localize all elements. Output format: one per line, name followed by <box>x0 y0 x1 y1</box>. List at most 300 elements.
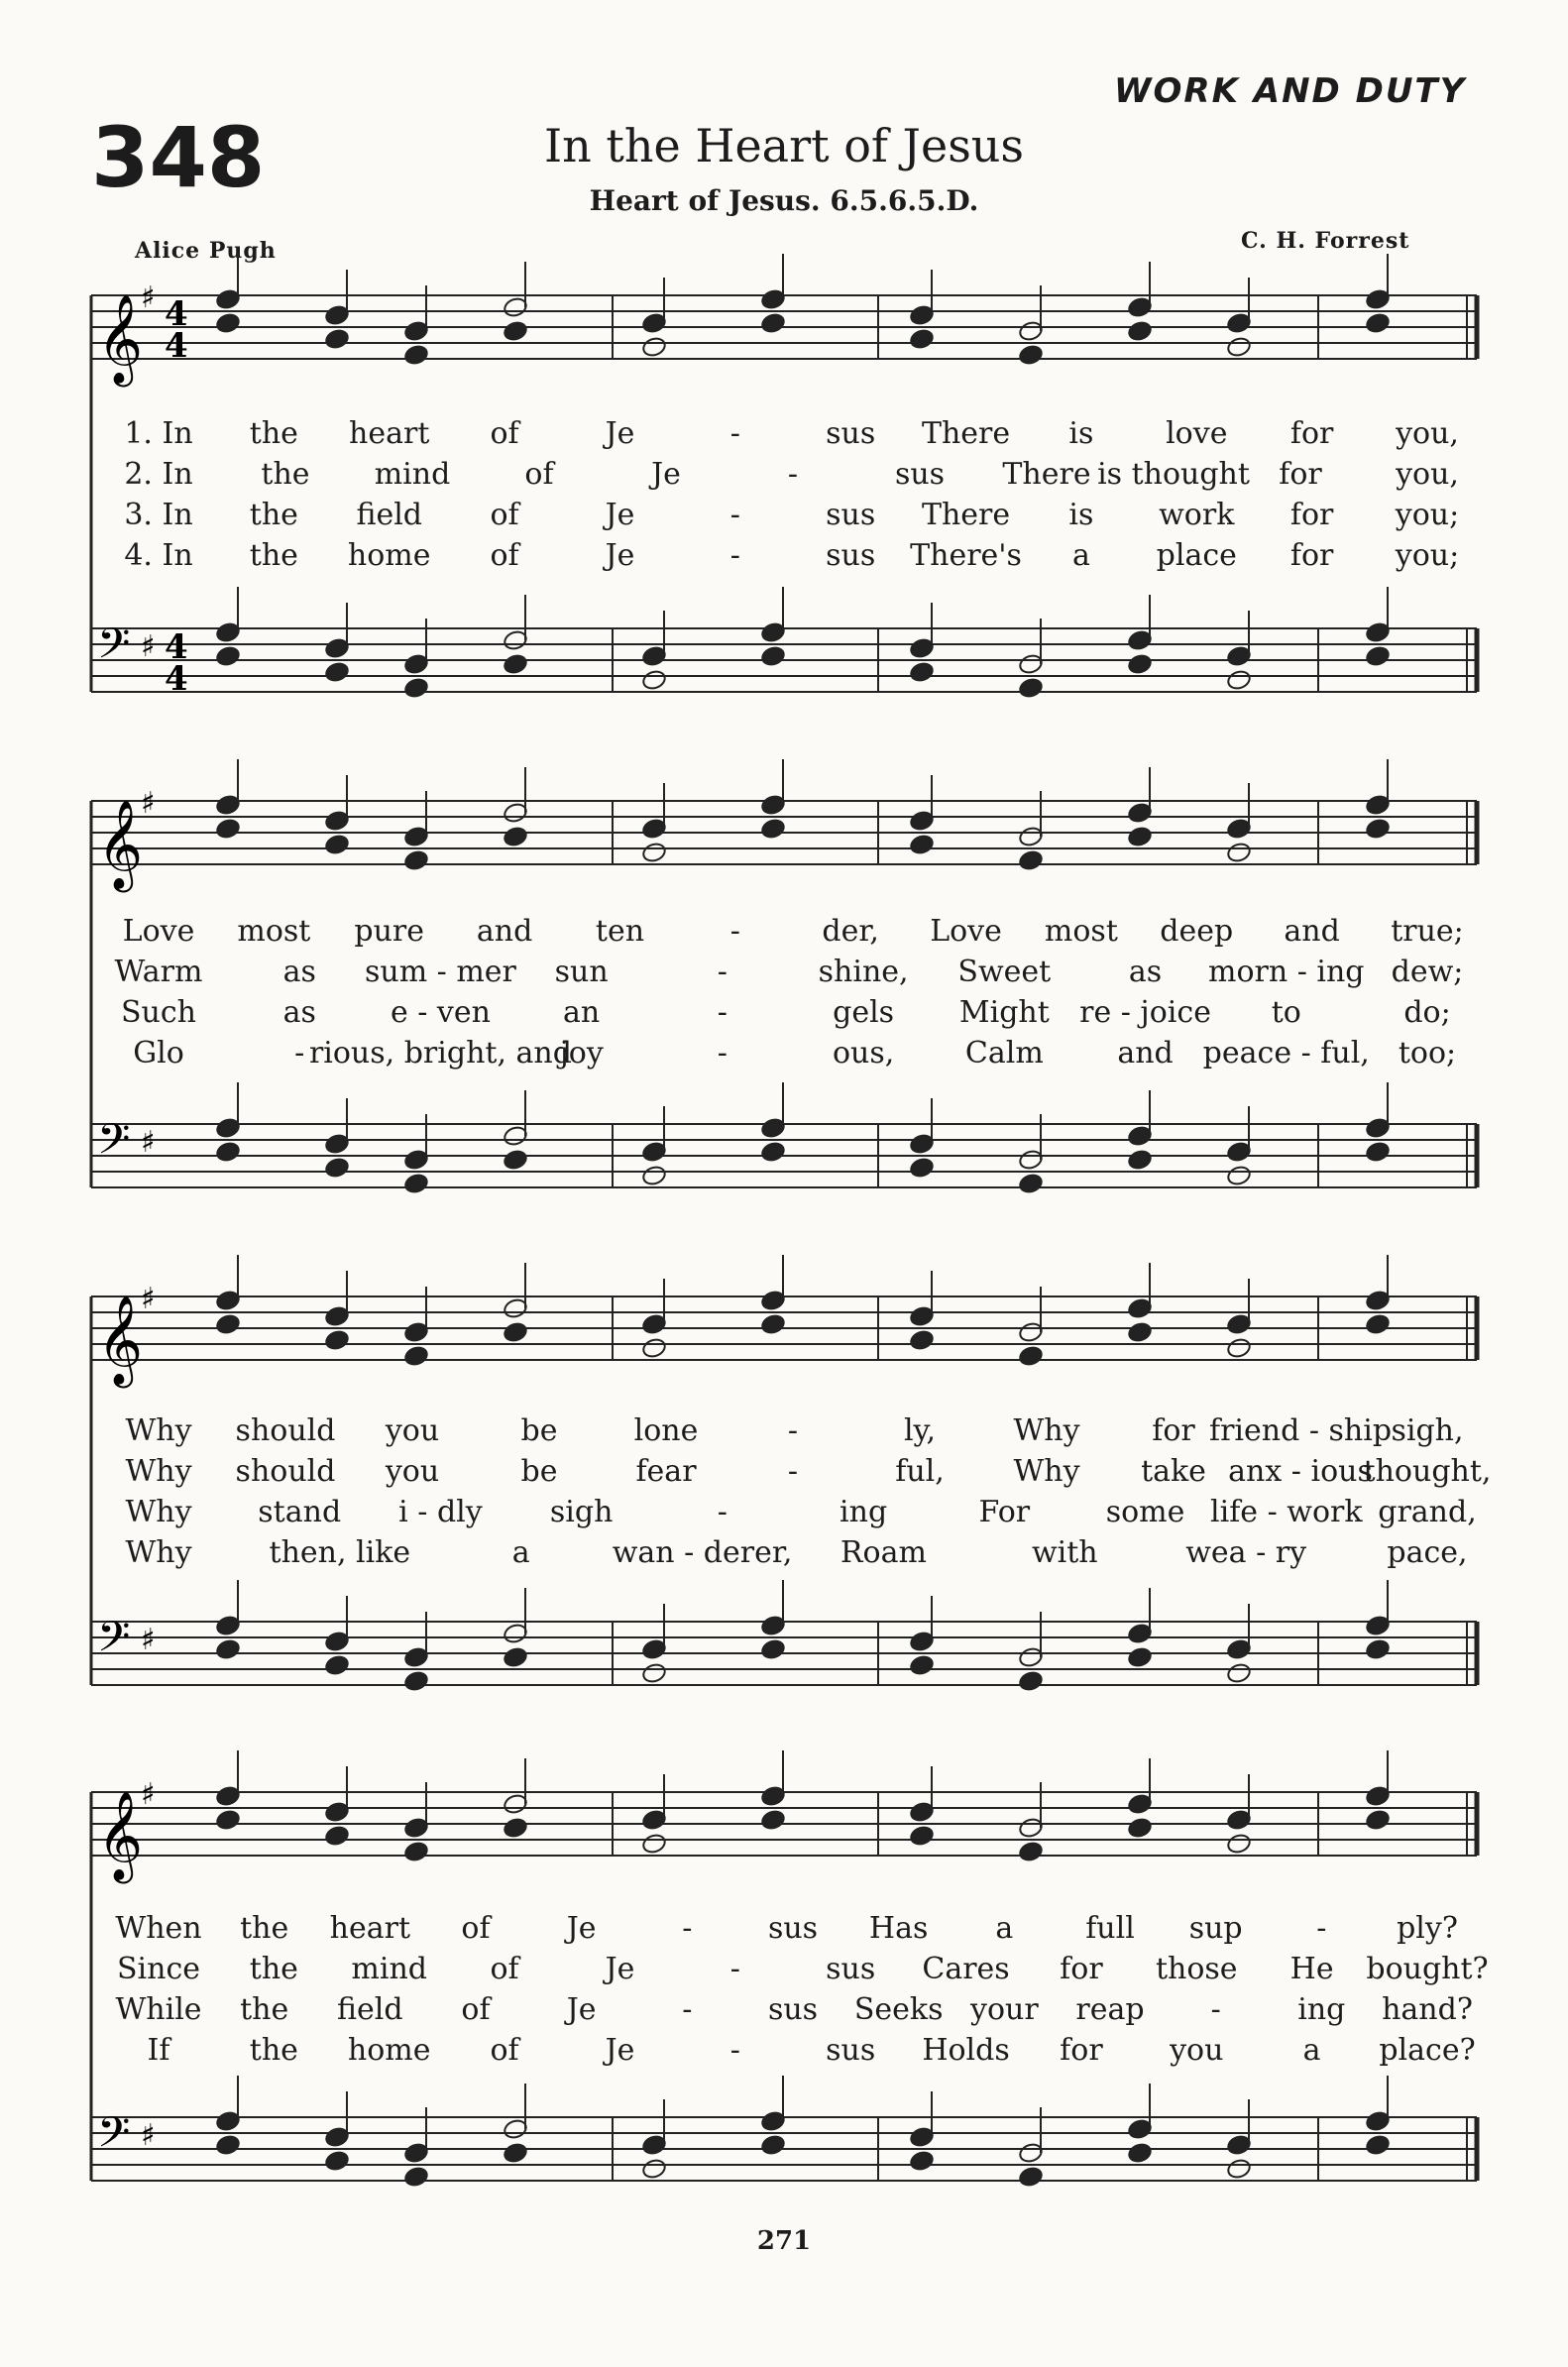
treble-clef-icon: 𝄞 <box>97 1296 144 1385</box>
sharp-icon: ♯ <box>141 1623 156 1657</box>
treble-clef-icon: 𝄞 <box>97 1791 144 1880</box>
lyric-syllable: Je <box>651 457 681 492</box>
lyric-syllable: an <box>563 995 601 1030</box>
lyric-syllable: the <box>249 416 298 451</box>
lyric-syllable: Has <box>868 1911 929 1946</box>
lyric-syllable: a <box>1071 538 1090 573</box>
lyric-syllable: Je <box>605 1952 635 1986</box>
lyric-syllable: ply? <box>1397 1911 1458 1946</box>
lyric-syllable: for <box>1152 1413 1195 1448</box>
note-head-icon <box>1226 1337 1252 1360</box>
sharp-icon: ♯ <box>141 629 156 664</box>
lyric-syllable: Holds <box>922 2033 1010 2068</box>
note-head-icon <box>1018 2166 1044 2189</box>
sharp-icon: ♯ <box>141 1282 156 1316</box>
note-head-icon <box>1127 1149 1153 1172</box>
lyric-syllable: e - ven <box>390 995 491 1030</box>
lyric-syllable: sus <box>767 1992 819 2027</box>
lyric-syllable: sus <box>826 538 876 573</box>
lyric-syllable: gels <box>833 995 895 1030</box>
note-head-icon <box>215 2134 241 2157</box>
note-head-icon <box>641 1662 667 1685</box>
lyric-line <box>0 498 1568 537</box>
treble-staff <box>0 771 1568 890</box>
lyric-syllable: be <box>520 1413 558 1448</box>
note-head-icon <box>403 849 429 872</box>
note-head-icon <box>1018 677 1044 700</box>
lyric-syllable: life - work <box>1210 1495 1363 1529</box>
note-head-icon <box>1018 1670 1044 1693</box>
lyric-syllable: be <box>520 1454 558 1489</box>
treble-staff <box>0 266 1568 385</box>
lyric-syllable: Je <box>605 538 635 573</box>
lyric-syllable: Glo <box>133 1036 184 1071</box>
lyric-syllable: heart <box>349 416 430 451</box>
lyric-syllable: you; <box>1395 538 1460 573</box>
lyric-syllable: then, like <box>269 1535 411 1570</box>
hymn-title: In the Heart of Jesus <box>543 119 1025 172</box>
lyric-syllable: and <box>1117 1036 1174 1071</box>
lyric-syllable: 3. In <box>124 498 193 532</box>
lyric-syllable: While <box>115 1992 202 2027</box>
lyric-syllable: home <box>347 538 431 573</box>
lyric-syllable: is thought <box>1097 457 1250 492</box>
lyric-syllable: too; <box>1398 1036 1457 1071</box>
lyric-syllable: - <box>717 995 728 1030</box>
note-head-icon <box>909 1825 935 1848</box>
bass-clef-icon: 𝄢 <box>97 620 131 679</box>
note-head-icon <box>641 669 667 692</box>
note-head-icon <box>215 1141 241 1164</box>
lyric-syllable: - <box>1316 1911 1327 1946</box>
lyric-syllable: for <box>1279 457 1322 492</box>
lyric-syllable: of <box>490 498 519 532</box>
lyric-syllable: There's <box>910 538 1022 573</box>
lyric-syllable: - <box>787 457 799 492</box>
lyric-syllable: of <box>490 416 519 451</box>
lyric-syllable: - <box>717 1036 728 1071</box>
lyric-syllable: - <box>787 1413 799 1448</box>
lyric-syllable: - <box>729 498 740 532</box>
note-head-icon <box>1018 344 1044 367</box>
note-head-icon <box>1127 1646 1153 1669</box>
lyric-syllable: Such <box>121 995 196 1030</box>
lyric-syllable: you; <box>1395 498 1460 532</box>
lyric-line <box>0 1911 1568 1951</box>
lyric-syllable: rious, bright, and <box>308 1036 572 1071</box>
bass-clef-icon: 𝄢 <box>97 2108 131 2168</box>
note-head-icon <box>1127 320 1153 343</box>
lyric-syllable: Je <box>605 498 635 532</box>
lyric-line <box>0 538 1568 578</box>
note-head-icon <box>1365 1809 1391 1832</box>
lyric-syllable: the <box>240 1992 289 2027</box>
hymn-number: 348 <box>91 109 266 206</box>
note-head-icon <box>760 1313 786 1336</box>
lyric-syllable: wea - ry <box>1185 1535 1307 1570</box>
note-head-icon <box>503 1817 528 1840</box>
note-head-icon <box>1018 1841 1044 1863</box>
lyric-syllable: sup <box>1188 1911 1243 1946</box>
lyric-syllable: 2. In <box>124 457 193 492</box>
note-head-icon <box>215 312 241 335</box>
lyric-syllable: of <box>524 457 554 492</box>
lyric-syllable: sun <box>554 955 609 989</box>
lyric-syllable: the <box>249 538 298 573</box>
lyric-line <box>0 995 1568 1035</box>
time-signature-icon: 4 <box>165 659 188 699</box>
note-head-icon <box>324 2150 350 2173</box>
lyric-line <box>0 457 1568 497</box>
lyric-syllable: should <box>235 1413 336 1448</box>
lyric-syllable: Love <box>930 914 1002 949</box>
bass-staff <box>0 599 1568 718</box>
time-signature-icon: 4 <box>165 294 188 334</box>
note-head-icon <box>641 336 667 359</box>
note-head-icon <box>1226 1833 1252 1856</box>
note-head-icon <box>403 677 429 700</box>
lyric-syllable: should <box>235 1454 336 1489</box>
note-head-icon <box>1365 645 1391 668</box>
lyric-syllable: pace, <box>1387 1535 1468 1570</box>
note-head-icon <box>215 1313 241 1336</box>
lyric-syllable: Since <box>116 1952 201 1986</box>
lyric-syllable: most <box>1044 914 1118 949</box>
lyric-syllable: grand, <box>1378 1495 1477 1529</box>
note-head-icon <box>641 1833 667 1856</box>
sharp-icon: ♯ <box>141 1125 156 1160</box>
note-head-icon <box>909 834 935 856</box>
note-head-icon <box>760 1809 786 1832</box>
note-head-icon <box>760 312 786 335</box>
note-head-icon <box>909 328 935 351</box>
note-head-icon <box>403 1345 429 1368</box>
lyric-syllable: is <box>1068 416 1094 451</box>
note-head-icon <box>1365 1313 1391 1336</box>
bass-staff <box>0 1592 1568 1711</box>
lyric-syllable: stand <box>258 1495 342 1529</box>
lyric-syllable: as <box>282 995 316 1030</box>
lyric-syllable: reap <box>1075 1992 1145 2027</box>
lyric-syllable: He <box>1289 1952 1334 1986</box>
lyric-syllable: Sweet <box>957 955 1052 989</box>
sharp-icon: ♯ <box>141 281 156 315</box>
lyric-syllable: peace - ful, <box>1202 1036 1370 1071</box>
note-head-icon <box>1226 1165 1252 1187</box>
note-head-icon <box>503 1646 528 1669</box>
note-head-icon <box>641 1337 667 1360</box>
lyric-syllable: der, <box>822 914 879 949</box>
bass-staff <box>0 1094 1568 1213</box>
lyric-line <box>0 1952 1568 1991</box>
lyric-line <box>0 1535 1568 1575</box>
lyric-syllable: shine, <box>818 955 909 989</box>
note-head-icon <box>324 1329 350 1352</box>
note-head-icon <box>1226 336 1252 359</box>
bass-staff <box>0 2087 1568 2206</box>
lyric-syllable: - <box>729 538 740 573</box>
note-head-icon <box>403 1841 429 1863</box>
note-head-icon <box>324 834 350 856</box>
lyric-syllable: ing <box>840 1495 888 1529</box>
lyric-syllable: Calm <box>964 1036 1044 1071</box>
lyric-syllable: Why <box>1013 1413 1080 1448</box>
note-head-icon <box>324 661 350 684</box>
lyric-syllable: ful, <box>895 1454 945 1489</box>
lyric-syllable: field <box>356 498 422 532</box>
lyric-line <box>0 1036 1568 1075</box>
lyric-syllable: fear <box>635 1454 697 1489</box>
lyric-syllable: and <box>1284 914 1340 949</box>
note-head-icon <box>324 1654 350 1677</box>
lyric-syllable: you <box>385 1413 440 1448</box>
lyric-syllable: you, <box>1396 416 1459 451</box>
lyric-line <box>0 914 1568 954</box>
note-head-icon <box>1365 818 1391 841</box>
note-head-icon <box>909 661 935 684</box>
lyric-syllable: lone <box>633 1413 699 1448</box>
treble-clef-icon: 𝄞 <box>97 800 144 889</box>
lyric-syllable: as <box>282 955 316 989</box>
lyric-syllable: - <box>717 955 728 989</box>
lyric-syllable: - <box>1210 1992 1221 2027</box>
note-head-icon <box>215 645 241 668</box>
lyric-syllable: of <box>490 538 519 573</box>
lyric-syllable: Roam <box>840 1535 927 1570</box>
lyric-syllable: sum - mer <box>364 955 516 989</box>
note-head-icon <box>403 2166 429 2189</box>
lyric-syllable: of <box>461 1911 491 1946</box>
lyric-syllable: is <box>1068 498 1094 532</box>
bass-clef-icon: 𝄢 <box>97 1613 131 1672</box>
lyric-syllable: Why <box>125 1495 192 1529</box>
lyric-syllable: Warm <box>114 955 203 989</box>
note-head-icon <box>1365 312 1391 335</box>
note-head-icon <box>1127 653 1153 676</box>
lyric-syllable: ing <box>1297 1992 1346 2027</box>
note-head-icon <box>909 1157 935 1180</box>
lyric-syllable: heart <box>329 1911 411 1946</box>
lyric-line <box>0 1454 1568 1494</box>
lyric-syllable: bought? <box>1366 1952 1489 1986</box>
note-head-icon <box>1226 2158 1252 2181</box>
lyric-syllable: a <box>511 1535 530 1570</box>
lyric-syllable: for <box>1289 538 1334 573</box>
lyric-syllable: hand? <box>1382 1992 1473 2027</box>
lyric-syllable: and <box>476 914 533 949</box>
lyric-syllable: There <box>1002 457 1091 492</box>
lyric-syllable: ten <box>595 914 645 949</box>
lyric-syllable: some <box>1105 1495 1185 1529</box>
note-head-icon <box>215 818 241 841</box>
note-head-icon <box>760 2134 786 2157</box>
note-head-icon <box>403 344 429 367</box>
lyric-syllable: - <box>787 1454 799 1489</box>
composer-credit: C. H. Forrest <box>1241 228 1410 254</box>
note-head-icon <box>324 1825 350 1848</box>
lyric-syllable: Why <box>125 1535 192 1570</box>
note-head-icon <box>641 2158 667 2181</box>
lyric-line <box>0 1992 1568 2032</box>
note-head-icon <box>503 2142 528 2165</box>
note-head-icon <box>1127 826 1153 848</box>
lyric-syllable: dew; <box>1391 955 1464 989</box>
lyric-syllable: of <box>490 2033 519 2068</box>
note-head-icon <box>1127 1817 1153 1840</box>
note-head-icon <box>1226 669 1252 692</box>
lyric-syllable: - <box>717 1495 728 1529</box>
lyric-line <box>0 1495 1568 1534</box>
lyric-syllable: sus <box>826 416 876 451</box>
lyric-syllable: field <box>337 1992 403 2027</box>
lyric-syllable: mind <box>374 457 451 492</box>
sharp-icon: ♯ <box>141 1777 156 1812</box>
lyric-syllable: sigh, <box>1391 1413 1464 1448</box>
lyric-syllable: do; <box>1403 995 1451 1030</box>
sharp-icon: ♯ <box>141 786 156 821</box>
time-signature-icon: 4 <box>165 627 188 667</box>
note-head-icon <box>1226 1662 1252 1685</box>
lyric-syllable: your <box>969 1992 1039 2027</box>
lyric-syllable: wan - derer, <box>612 1535 793 1570</box>
lyric-syllable: Je <box>566 1992 597 2027</box>
lyric-syllable: - <box>682 1992 693 2027</box>
lyric-syllable: 1. In <box>124 416 193 451</box>
lyric-syllable: of <box>461 1992 491 2027</box>
note-head-icon <box>1365 2134 1391 2157</box>
lyric-syllable: There <box>921 416 1011 451</box>
lyric-syllable: the <box>249 1952 298 1986</box>
lyric-syllable: a <box>995 1911 1014 1946</box>
lyric-line <box>0 416 1568 456</box>
lyric-syllable: ly, <box>903 1413 937 1448</box>
lyric-syllable: sus <box>894 457 946 492</box>
lyric-syllable: deep <box>1160 914 1234 949</box>
note-head-icon <box>215 1809 241 1832</box>
note-head-icon <box>215 1638 241 1661</box>
lyric-syllable: mind <box>351 1952 428 1986</box>
lyric-syllable: Seeks <box>853 1992 944 2027</box>
note-head-icon <box>909 1329 935 1352</box>
lyric-syllable: Je <box>605 416 635 451</box>
lyric-syllable: sus <box>826 2033 876 2068</box>
lyric-syllable: Why <box>125 1413 192 1448</box>
bass-clef-icon: 𝄢 <box>97 1115 131 1175</box>
lyric-syllable: the <box>261 457 310 492</box>
lyric-syllable: you <box>1170 2033 1224 2068</box>
lyric-syllable: Cares <box>922 1952 1010 1986</box>
note-head-icon <box>1018 1173 1044 1195</box>
lyric-syllable: to <box>1271 995 1301 1030</box>
lyric-syllable: home <box>347 2033 431 2068</box>
sharp-icon: ♯ <box>141 2118 156 2153</box>
note-head-icon <box>909 2150 935 2173</box>
note-head-icon <box>503 1321 528 1344</box>
lyric-syllable: ous, <box>832 1036 895 1071</box>
lyric-syllable: 4. In <box>124 538 193 573</box>
note-head-icon <box>760 1141 786 1164</box>
lyric-syllable: joy <box>559 1036 604 1071</box>
note-head-icon <box>909 1654 935 1677</box>
note-head-icon <box>1018 1345 1044 1368</box>
tune-name-meter: Heart of Jesus. 6.5.6.5.D. <box>589 184 979 217</box>
treble-clef-icon: 𝄞 <box>97 294 144 384</box>
note-head-icon <box>641 842 667 864</box>
lyric-syllable: Je <box>566 1911 597 1946</box>
lyric-syllable: a <box>1302 2033 1321 2068</box>
lyric-syllable: Might <box>958 995 1050 1030</box>
lyric-syllable: For <box>978 1495 1031 1529</box>
lyric-syllable: those <box>1155 1952 1238 1986</box>
note-head-icon <box>1226 842 1252 864</box>
lyric-syllable: for <box>1060 2033 1103 2068</box>
lyric-line <box>0 1413 1568 1453</box>
note-head-icon <box>403 1670 429 1693</box>
lyric-syllable: for <box>1289 498 1334 532</box>
lyric-syllable: most <box>237 914 311 949</box>
lyric-syllable: of <box>490 1952 519 1986</box>
section-heading: WORK AND DUTY <box>1114 71 1467 111</box>
lyric-syllable: morn - ing <box>1208 955 1365 989</box>
lyric-syllable: as <box>1128 955 1163 989</box>
lyric-syllable: Love <box>122 914 195 949</box>
lyric-syllable: work <box>1159 498 1235 532</box>
lyric-syllable: thought, <box>1363 1454 1492 1489</box>
lyric-syllable: sigh <box>549 1495 614 1529</box>
note-head-icon <box>403 1173 429 1195</box>
author-credit: Alice Pugh <box>135 238 277 264</box>
lyric-syllable: - <box>682 1911 693 1946</box>
note-head-icon <box>760 1638 786 1661</box>
lyric-syllable: love <box>1166 416 1228 451</box>
lyric-syllable: you <box>385 1454 440 1489</box>
page-number: 271 <box>756 2226 812 2256</box>
lyric-syllable: When <box>115 1911 202 1946</box>
lyric-syllable: sus <box>767 1911 819 1946</box>
lyric-syllable: - <box>729 416 740 451</box>
note-head-icon <box>503 1149 528 1172</box>
lyric-syllable: sus <box>826 1952 876 1986</box>
lyric-syllable: you, <box>1396 457 1459 492</box>
lyric-syllable: friend - ship <box>1208 1413 1393 1448</box>
lyric-syllable: take <box>1141 1454 1206 1489</box>
lyric-line <box>0 2033 1568 2073</box>
lyric-syllable: pure <box>354 914 425 949</box>
note-head-icon <box>324 328 350 351</box>
time-signature-icon: 4 <box>165 326 188 366</box>
lyric-syllable: Je <box>605 2033 635 2068</box>
lyric-syllable: Why <box>125 1454 192 1489</box>
note-head-icon <box>503 320 528 343</box>
lyric-syllable: - <box>729 914 740 949</box>
note-head-icon <box>503 653 528 676</box>
note-head-icon <box>1127 2142 1153 2165</box>
note-head-icon <box>324 1157 350 1180</box>
lyric-syllable: for <box>1060 1952 1103 1986</box>
note-head-icon <box>641 1165 667 1187</box>
lyric-syllable: true; <box>1391 914 1464 949</box>
lyric-syllable: - <box>729 2033 740 2068</box>
lyric-syllable: place <box>1156 538 1237 573</box>
lyric-syllable: re - joice <box>1079 995 1211 1030</box>
lyric-line <box>0 955 1568 994</box>
note-head-icon <box>1127 1321 1153 1344</box>
lyric-syllable: the <box>249 2033 298 2068</box>
lyric-syllable: full <box>1085 1911 1135 1946</box>
lyric-syllable: the <box>240 1911 289 1946</box>
note-head-icon <box>760 645 786 668</box>
lyric-syllable: place? <box>1379 2033 1476 2068</box>
